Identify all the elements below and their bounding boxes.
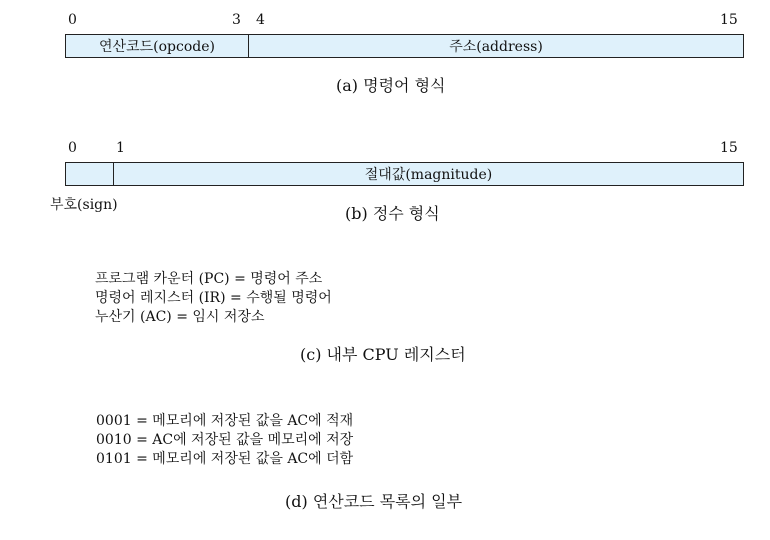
address-field-label: 주소(address) <box>449 39 543 55</box>
register-line-pc: 프로그램 카운터 (PC) = 명령어 주소 <box>95 271 323 287</box>
caption-d: (d) 연산코드 목록의 일부 <box>285 492 463 511</box>
opcode-line-0101: 0101 = 메모리에 저장된 값을 AC에 더함 <box>96 451 354 467</box>
opcode-field-label: 연산코드(opcode) <box>99 39 215 55</box>
magnitude-field-label: 절대값(magnitude) <box>364 167 493 183</box>
bit-label-15: 15 <box>720 140 738 156</box>
caption-b: (b) 정수 형식 <box>345 204 440 223</box>
caption-a: (a) 명령어 형식 <box>336 76 446 95</box>
bit-label-4: 4 <box>256 12 265 28</box>
bit-label-15: 15 <box>720 12 738 28</box>
address-field <box>248 34 744 58</box>
caption-c: (c) 내부 CPU 레지스터 <box>300 345 466 364</box>
register-line-ac: 누산기 (AC) = 임시 저장소 <box>95 309 265 325</box>
opcode-line-0010: 0010 = AC에 저장된 값을 메모리에 저장 <box>96 432 354 448</box>
sign-label: 부호(sign) <box>50 197 118 213</box>
bit-label-0: 0 <box>68 140 77 156</box>
register-line-ir: 명령어 레지스터 (IR) = 수행될 명령어 <box>95 290 332 306</box>
bit-label-1: 1 <box>116 140 125 156</box>
register-list <box>95 270 332 327</box>
bit-label-0: 0 <box>68 12 77 28</box>
bit-label-3: 3 <box>232 12 241 28</box>
opcode-line-0001: 0001 = 메모리에 저장된 값을 AC에 적재 <box>96 413 354 429</box>
opcode-field <box>65 34 249 58</box>
sign-field <box>65 162 114 186</box>
magnitude-field <box>113 162 744 186</box>
opcode-list <box>96 412 353 469</box>
